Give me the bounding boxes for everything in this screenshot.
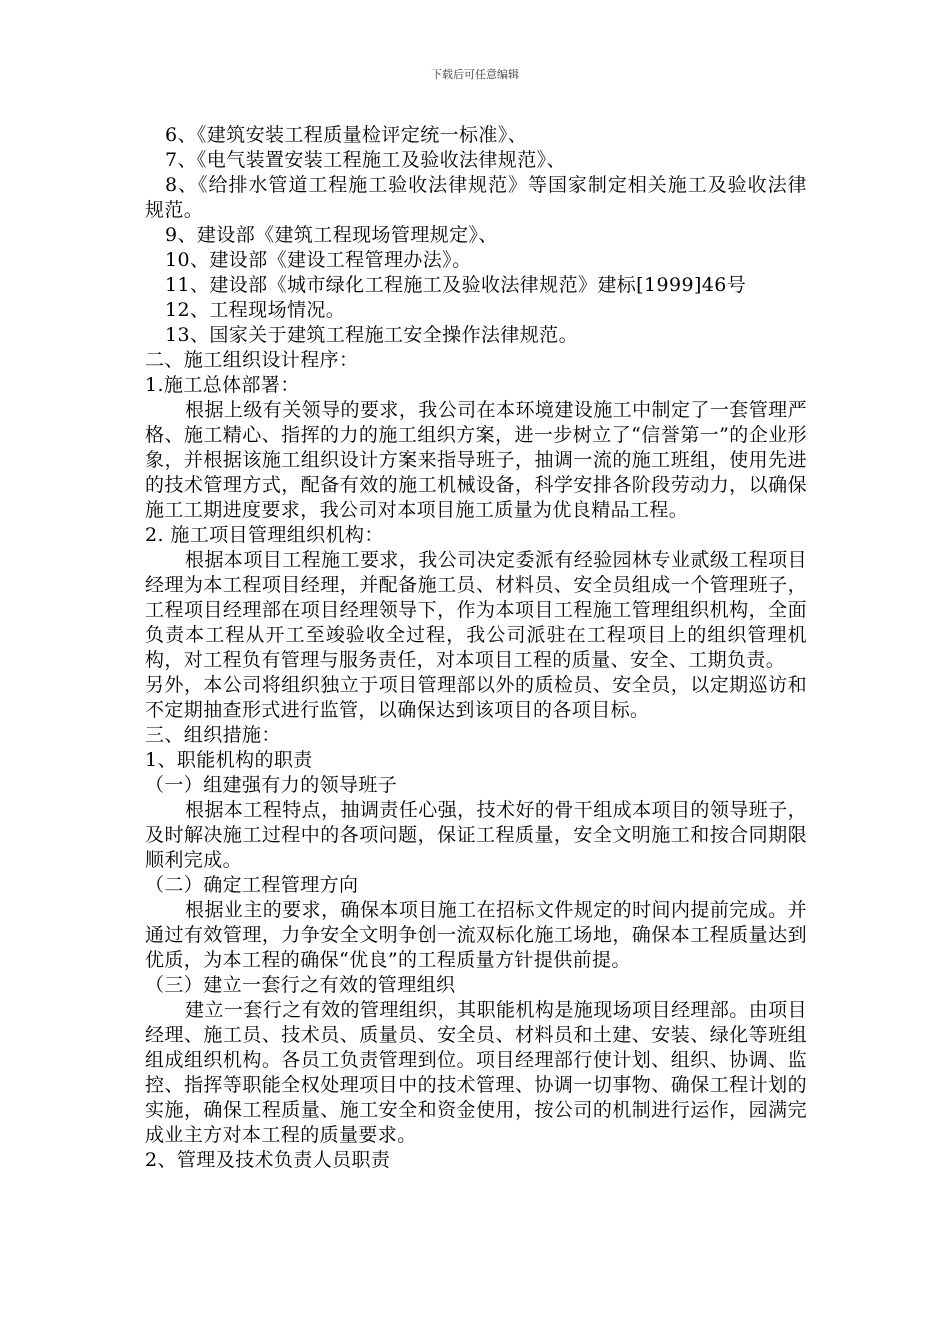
- paragraph: 1、职能机构的职责: [145, 749, 313, 771]
- paragraph: 根据上级有关领导的要求，我公司在本环境建设施工中制定了一套管理严格、施工精心、指挥的力的施工组织方案，进一步树立了“信誉第一”的企业形象，并根据该施工组织设计方案来指导班子，抽调一流的施工班组，使用先进的技术管理方式，配备有效的施工机械设备，科学安排各阶段劳动力，以确保施工工期进度要求，我公司对本项目施工质量为优良精品工程。: [145, 399, 807, 521]
- paragraph: 另外，本公司将组织独立于项目管理部以外的质检员、安全员，以定期巡访和不定期抽查形式进行监管，以确保达到该项目的各项目标。: [145, 674, 807, 721]
- paragraph: 建立一套行之有效的管理组织，其职能机构是施现场项目经理部。由项目经理、施工员、技术员、质量员、安全员、材料员和土建、安装、绿化等班组组成组织机构。各员工负责管理到位。项目经理部行使计划、组织、协调、监控、指挥等职能全权处理项目中的技术管理、协调一切事物、确保工程计划的实施，确保工程质量、施工安全和资金使用，按公司的机制进行运作，园满完成业主方对本工程的质量要求。: [145, 999, 807, 1146]
- paragraph: （三）建立一套行之有效的管理组织: [145, 974, 456, 996]
- paragraph: 12、工程现场情况。: [165, 299, 346, 321]
- paragraph: 根据本工程特点，抽调责任心强，技术好的骨干组成本项目的领导班子，及时解决施工过程中的各项问题，保证工程质量，安全文明施工和按合同期限顺利完成。: [145, 799, 807, 871]
- paragraph: 2、管理及技术负责人员职责: [145, 1149, 391, 1171]
- paragraph: （二）确定工程管理方向: [145, 874, 359, 896]
- paragraph: 三、组织措施：: [145, 724, 281, 746]
- paragraph: 13、国家关于建筑工程施工安全操作法律规范。: [165, 324, 578, 346]
- page-header: 下载后可任意编辑: [431, 68, 519, 81]
- document-body: [145, 123, 807, 1173]
- paragraph: 根据业主的要求，确保本项目施工在招标文件规定的时间内提前完成。并通过有效管理，力争安全文明争创一流双标化施工场地，确保本工程质量达到优质，为本工程的确保“优良”的工程质量方针提供前提。: [145, 899, 807, 971]
- paragraph: 根据本项目工程施工要求，我公司决定委派有经验园林专业贰级工程项目经理为本工程项目经理，并配备施工员、材料员、安全员组成一个管理班子，工程项目经理部在项目经理领导下，作为本项目工程施工管理组织机构，全面负责本工程从开工至竣验收全过程，我公司派驻在工程项目上的组织管理机构，对工程负有管理与服务责任，对本项目工程的质量、安全、工期负责。: [145, 549, 807, 671]
- paragraph: 11、建设部《城市绿化工程施工及验收法律规范》建标[1999]46号: [165, 274, 747, 296]
- paragraph: 2. 施工项目管理组织机构：: [145, 524, 384, 546]
- paragraph: 7、《电气装置安装工程施工及验收法律规范》、: [165, 149, 566, 171]
- paragraph: 1.施工总体部署：: [145, 374, 300, 396]
- paragraph: 二、施工组织设计程序：: [145, 349, 359, 371]
- paragraph: 8、《给排水管道工程施工验收法律规范》等国家制定相关施工及验收法律规范。: [145, 174, 807, 221]
- paragraph: 6、《建筑安装工程质量检评定统一标准》、: [165, 124, 528, 146]
- paragraph: （一）组建强有力的领导班子: [145, 774, 398, 796]
- paragraph: 10、建设部《建设工程管理办法》。: [165, 249, 472, 271]
- paragraph: 9、建设部《建筑工程现场管理规定》、: [165, 224, 498, 246]
